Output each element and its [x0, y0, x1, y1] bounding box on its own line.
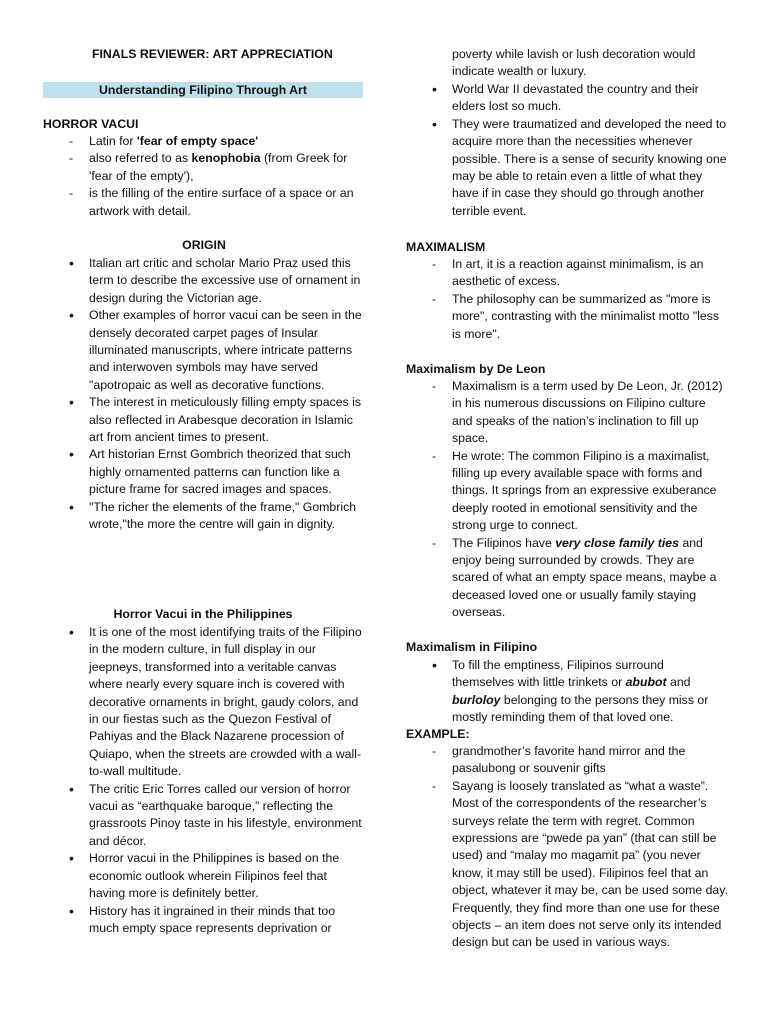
list-item: - grandmother’s favorite hand mirror and the pasalubong or souvenir gifts	[406, 743, 728, 778]
horror-vacui-list	[43, 133, 365, 220]
heading-origin: ORIGIN	[182, 238, 226, 252]
filipino-list	[406, 657, 728, 727]
list-item: • It is one of the most identifying traits of the Filipino in the modern culture, in full display in our jeepneys, transformed into a veritable canvas where nearly every square inch is covered with decorative ornaments in bright, gaudy colors, and in our fiestas such as the Quezon Festival of Pahiyas and the Black Nazarene procession of Quiapo, when the streets are crowded with a wall-to-wall multitude.	[43, 624, 365, 781]
list-item: - Sayang is loosely translated as “what a waste”. Most of the correspondents of the researcher’s surveys relate the term with regret. Common expressions are “pwede pa yan” (that can still be used) and “malay mo magamit pa” (you never know, it may still be used). Filipinos feel that an object, whatever it may be, can be used some day. Frequently, they find more than one use for these objects – an item does not serve only its intended design but can be used in various ways.	[406, 778, 728, 952]
list-item: - also referred to as kenophobia (from Greek for 'fear of the empty'),	[43, 150, 365, 185]
list-item: - Latin for 'fear of empty space'	[43, 133, 365, 150]
list-item: • They were traumatized and developed the need to acquire more than the necessities whenever possible. There is a sense of security knowing one may be able to retain even a little of what they have if in case they should go through another terrible event.	[406, 116, 728, 220]
list-item: • Other examples of horror vacui can be seen in the densely decorated carpet pages of Insular illuminated manuscripts, where intricate patterns and interwoven symbols may have served "apotropaic as well as decorative functions.	[43, 307, 365, 394]
list-item: - The philosophy can be summarized as "more is more", contrasting with the minimalist motto "less is more".	[406, 291, 728, 343]
list-item: • Horror vacui in the Philippines is based on the economic outlook wherein Filipinos feel that having more is definitely better.	[43, 850, 365, 902]
list-item: • The interest in meticulously filling empty spaces is also reflected in Arabesque decoration in Islamic art from ancient times to present.	[43, 394, 365, 446]
list-item: • Italian art critic and scholar Mario Praz used this term to describe the excessive use of ornament in design during the Victorian age.	[43, 255, 365, 307]
list-item: - is the filling of the entire surface of a space or an artwork with detail.	[43, 185, 365, 220]
banner-text: Understanding Filipino Through Art	[99, 83, 307, 97]
example-list	[406, 743, 728, 952]
list-item: • "The richer the elements of the frame," Gombrich wrote,"the more the centre will gain in dignity.	[43, 499, 365, 534]
list-item: - The Filipinos have very close family ties and enjoy being surrounded by crowds. They are scared of what an empty space means, maybe a deceased loved one or usually family staying overseas.	[406, 535, 728, 622]
maximalism-list	[406, 256, 728, 343]
list-item: • To fill the emptiness, Filipinos surround themselves with little trinkets or abubot and burloloy belonging to the persons they miss or mostly reminding them of that loved one.	[406, 657, 728, 727]
list-item: • The critic Eric Torres called our version of horror vacui as “earthquake baroque,” reflecting the grassroots Pinoy taste in his lifestyle, environment and décor.	[43, 781, 365, 851]
list-item: • Art historian Ernst Gombrich theorized that such highly ornamented patterns can function like a picture frame for sacred images and spaces.	[43, 446, 365, 498]
heading-philippines: Horror Vacui in the Philippines	[113, 607, 293, 621]
heading-maximalism-filipino: Maximalism in Filipino	[406, 640, 538, 654]
continued-list	[406, 81, 728, 220]
heading-de-leon: Maximalism by De Leon	[406, 362, 546, 376]
heading-example: EXAMPLE:	[406, 727, 470, 741]
page-title: FINALS REVIEWER: ART APPRECIATION	[92, 47, 333, 61]
list-item: • World War II devastated the country and their elders lost so much.	[406, 81, 728, 116]
heading-horror-vacui: HORROR VACUI	[43, 117, 139, 131]
list-item: - Maximalism is a term used by De Leon, Jr. (2012) in his numerous discussions on Filipino culture and speaks of the nation’s inclination to fill up space.	[406, 378, 728, 448]
origin-list	[43, 255, 365, 534]
section-banner	[43, 82, 363, 98]
list-item: - He wrote: The common Filipino is a maximalist, filling up every available space with forms and things. It springs from an expressive exuberance deeply rooted in emotional sensitivity and the strong urge to connect.	[406, 448, 728, 535]
de-leon-list	[406, 378, 728, 622]
list-item: • History has it ingrained in their minds that too much empty space represents deprivation or	[43, 903, 365, 938]
heading-maximalism: MAXIMALISM	[406, 240, 486, 254]
philippines-list	[43, 624, 365, 937]
continued-text: poverty while lavish or lush decoration would indicate wealth or luxury.	[452, 47, 696, 79]
list-item: - In art, it is a reaction against minimalism, is an aesthetic of excess.	[406, 256, 728, 291]
